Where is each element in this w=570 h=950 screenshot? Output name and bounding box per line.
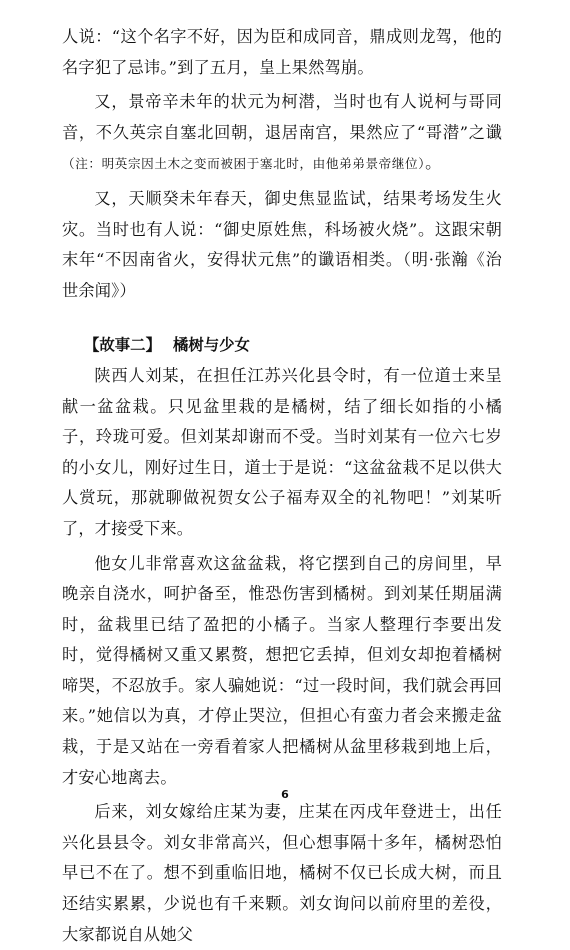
page-number: 6 xyxy=(281,788,289,801)
paragraph-1: 人说：“这个名字不好，因为臣和成同音，鼎成则龙驾，他的名字犯了忌讳。”到了五月，皇上果然驾崩。 xyxy=(62,27,502,77)
paragraph-3: 又，天顺癸未年春天，御史焦显监试，结果考场发生火灾。当时也有人说：“御史原姓焦，科场被火烧”。这跟宋朝末年“不因南省火，安得状元焦”的谶语相类。（明·张瀚《治世余闻》） xyxy=(62,188,502,300)
paragraph-5: 他女儿非常喜欢这盆盆栽，将它摆到自己的房间里，早晚亲自浇水，呵护备至，惟恐伤害到橘树。到刘某任期届满时，盆栽里已结了盈把的小橘子。当家人整理行李要出发时，觉得橘树又重又累赘，想把它丢掉，但刘女却抱着橘树啼哭，不忍放手。家人骗她说：“过一段时间，我们就会再回来。”她信以为真，才停止哭泣，但担心有蛮力者会来搬走盆栽，于是又站在一旁看着家人把橘树从盆里移栽到地上后，才安心地离去。 xyxy=(62,553,502,787)
section-gap xyxy=(62,306,502,330)
story-title-text: 橘树与少女 xyxy=(172,336,250,355)
paragraph-6: 后来，刘女嫁给庄某为妻，庄某在丙戌年登进士，出任兴化县县令。刘女非常高兴，但心想事隔十多年，橘树恐怕早已不在了。想不到重临旧地，橘树不仅已长成大树，而且还结实累累，少说也有千来颗。刘女询问以前府里的差役，大家都说自从她父 xyxy=(62,802,502,944)
paragraph-2-text: 又，景帝辛未年的状元为柯潜，当时也有人说柯与哥同音，不久英宗自塞北回朝，退居南宫，果然应了“哥潜”之谶 xyxy=(62,92,502,142)
document-page xyxy=(62,22,502,950)
paragraph-2-note: （注：明英宗因土木之变而被困于塞北时，由他弟弟景帝继位） xyxy=(62,156,426,172)
story-label: 【故事二】 xyxy=(84,336,161,355)
paragraph-2 xyxy=(62,87,502,180)
paragraph-4: 陕西人刘某，在担任江苏兴化县令时，有一位道士来呈献一盆盆栽。只见盆里栽的是橘树，结了细长如指的小橘子，玲珑可爱。但刘某却谢而不受。当时刘某有一位六七岁的小女儿，刚好过生日，道士于是说：“这盆盆栽不足以供大人赏玩，那就聊做祝贺女公子福寿双全的礼物吧！”刘某听了，才接受下来。 xyxy=(62,365,502,538)
story-heading xyxy=(62,330,502,361)
paragraph-2-tail: 。 xyxy=(425,153,442,173)
